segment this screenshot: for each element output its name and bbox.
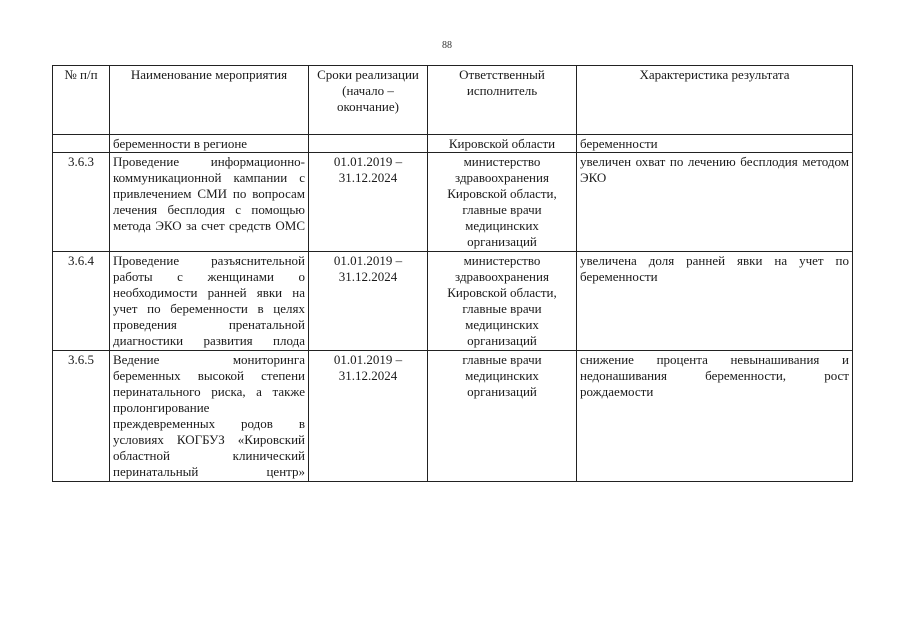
cell-num: 3.6.4 (53, 252, 110, 351)
cell-result: снижение процента невынашивания и недонашивания беременности, рост рождаемости (577, 351, 853, 482)
header-name: Наименование мероприятия (110, 66, 309, 135)
table-row (53, 351, 853, 482)
cell-term: 01.01.2019 – 31.12.2024 (309, 351, 428, 482)
table-row (53, 153, 853, 252)
cell-term (309, 135, 428, 153)
cell-num: 3.6.3 (53, 153, 110, 252)
cell-result: увеличен охват по лечению бесплодия методом ЭКО (577, 153, 853, 252)
page-number: 88 (442, 40, 452, 51)
header-num: № п/п (53, 66, 110, 135)
header-responsible: Ответственный исполнитель (428, 66, 577, 135)
cell-num (53, 135, 110, 153)
cell-name: Ведение мониторинга беременных высокой степени перинатального риска, а также пролонгирование преждевременных родов в условиях КОГБУЗ «Кировский областной клинический перинатальный центр» (110, 351, 309, 482)
cell-responsible: Кировской области (428, 135, 577, 153)
table-header-row (53, 66, 853, 135)
cell-responsible: министерство здравоохранения Кировской области, главные врачи медицинских организаций (428, 153, 577, 252)
header-term: Сроки реализации (начало – окончание) (309, 66, 428, 135)
table-row (53, 252, 853, 351)
cell-term: 01.01.2019 – 31.12.2024 (309, 153, 428, 252)
cell-result: беременности (577, 135, 853, 153)
cell-name: Проведение информационно-коммуникационной кампании с привлечением СМИ по вопросам лечения бесплодия с помощью метода ЭКО за счет средств ОМС (110, 153, 309, 252)
cell-result: увеличена доля ранней явки на учет по беременности (577, 252, 853, 351)
measures-table (52, 65, 853, 482)
cell-responsible: главные врачи медицинских организаций (428, 351, 577, 482)
cell-num: 3.6.5 (53, 351, 110, 482)
cell-term: 01.01.2019 – 31.12.2024 (309, 252, 428, 351)
cell-name: Проведение разъяснительной работы с женщинами о необходимости ранней явки на учет по беременности в целях проведения пренатальной диагностики развития плода (110, 252, 309, 351)
cell-name: беременности в регионе (110, 135, 309, 153)
continuation-row (53, 135, 853, 153)
header-result: Характеристика результата (577, 66, 853, 135)
cell-responsible: министерство здравоохранения Кировской области, главные врачи медицинских организаций (428, 252, 577, 351)
